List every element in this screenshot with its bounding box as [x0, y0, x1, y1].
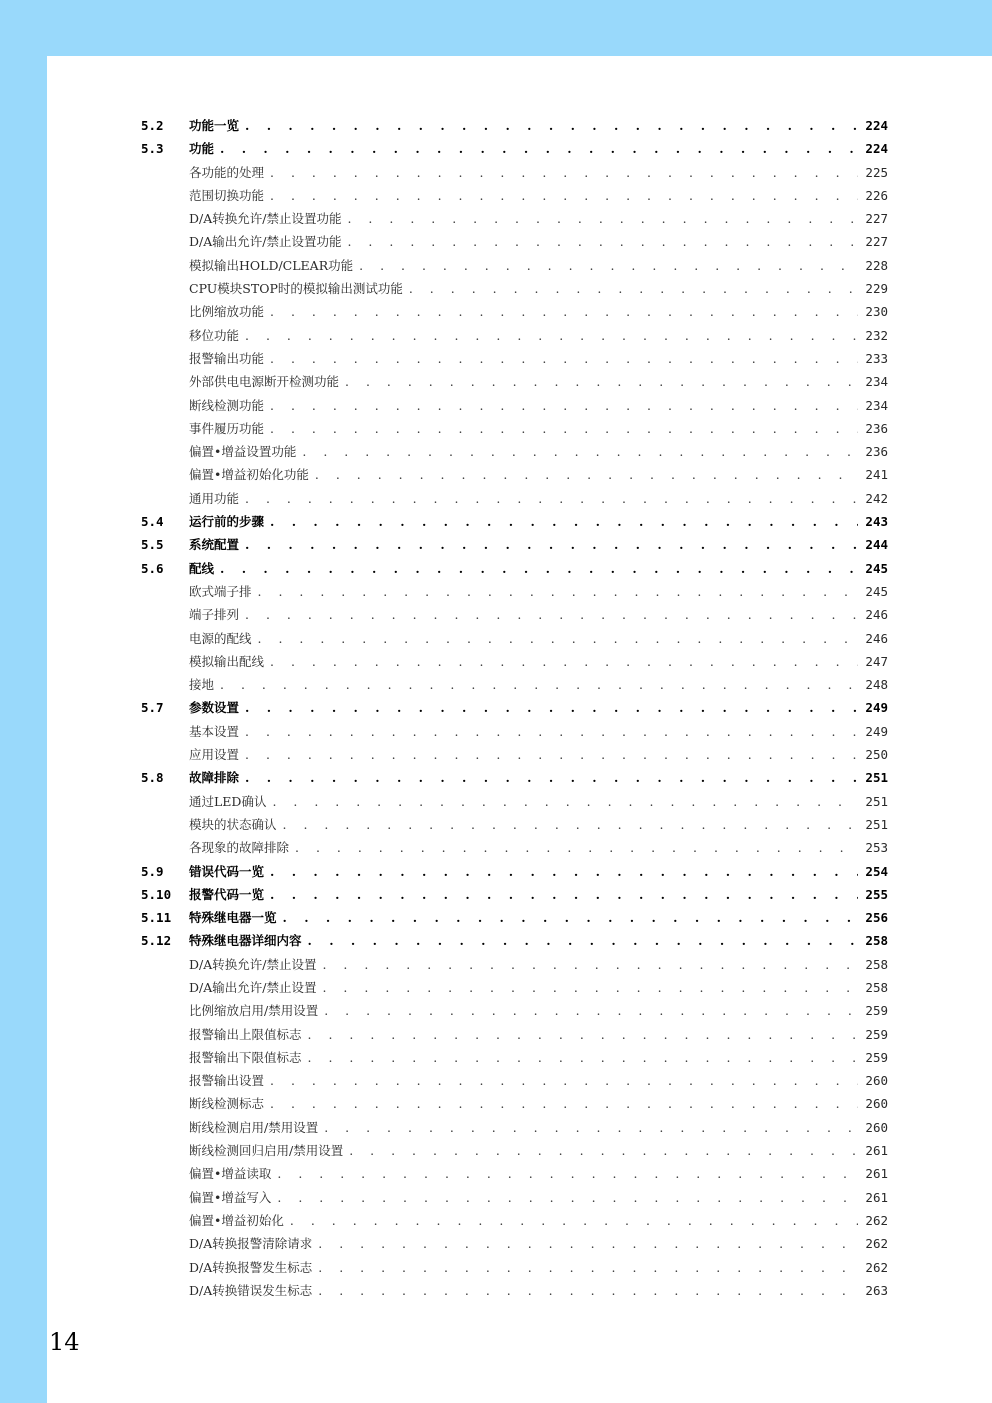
- toc-page-number: 234: [865, 374, 888, 390]
- dot-leader: [220, 673, 858, 696]
- toc-title: 错误代码一览: [189, 863, 265, 879]
- toc-subentry[interactable]: [141, 743, 888, 766]
- toc-line: [189, 324, 888, 347]
- toc-line: [189, 1092, 888, 1115]
- toc-subentry[interactable]: [141, 394, 888, 417]
- toc-section-number: 5.6: [141, 560, 164, 576]
- toc-title: 报警输出功能: [189, 350, 265, 366]
- toc-page-number: 241: [865, 467, 888, 483]
- toc-title: 报警代码一览: [189, 886, 265, 902]
- toc-line: [189, 1256, 888, 1279]
- toc-page-number: 246: [865, 630, 888, 646]
- toc-title: D/A转换报警发生标志: [189, 1259, 313, 1275]
- toc-page-number: 251: [865, 816, 888, 832]
- toc-page-number: 226: [865, 187, 888, 203]
- toc-page-number: 250: [865, 747, 888, 763]
- toc-section-number: 5.10: [141, 886, 172, 902]
- toc-subentry[interactable]: [141, 627, 888, 650]
- toc-page-number: 262: [865, 1212, 888, 1228]
- toc-subentry[interactable]: [141, 300, 888, 323]
- toc-title: 报警输出下限值标志: [189, 1049, 302, 1065]
- dot-leader: [245, 533, 858, 556]
- toc-title: 各功能的处理: [189, 164, 265, 180]
- toc-line: [189, 510, 888, 533]
- toc-subentry[interactable]: [141, 1186, 888, 1209]
- dot-leader: [270, 417, 858, 440]
- toc-section-entry[interactable]: [141, 860, 888, 883]
- toc-page-number: 233: [865, 350, 888, 366]
- dot-leader: [258, 627, 858, 650]
- toc-line: [189, 137, 888, 160]
- toc-title: 断线检测标志: [189, 1096, 265, 1112]
- toc-section-entry[interactable]: [141, 137, 888, 160]
- toc-section-entry[interactable]: [141, 929, 888, 952]
- dot-leader: [270, 300, 858, 323]
- toc-title: 功能: [189, 141, 215, 157]
- toc-line: [189, 417, 888, 440]
- toc-subentry[interactable]: [141, 184, 888, 207]
- toc-title: D/A输出允许/禁止设置功能: [189, 234, 342, 250]
- toc-section-number: 5.5: [141, 537, 164, 553]
- toc-subentry[interactable]: [141, 1279, 888, 1302]
- dot-leader: [270, 1069, 858, 1092]
- toc-line: [189, 976, 888, 999]
- toc-subentry[interactable]: [141, 1092, 888, 1115]
- dot-leader: [270, 1092, 858, 1115]
- toc-section-entry[interactable]: [141, 557, 888, 580]
- dot-leader: [324, 999, 858, 1022]
- toc-page-number: 258: [865, 956, 888, 972]
- dot-leader: [220, 137, 858, 160]
- toc-title: 比例缩放功能: [189, 304, 265, 320]
- toc-title: 参数设置: [189, 700, 240, 716]
- toc-page-number: 261: [865, 1166, 888, 1182]
- toc-line: [189, 650, 888, 673]
- toc-title: 偏置•增益初始化功能: [189, 467, 309, 483]
- toc-title: 模拟输出HOLD/CLEAR功能: [189, 257, 354, 273]
- toc-section-entry[interactable]: [141, 114, 888, 137]
- toc-subentry[interactable]: [141, 650, 888, 673]
- dot-leader: [283, 906, 858, 929]
- toc-page-number: 227: [865, 234, 888, 250]
- toc-title: 系统配置: [189, 537, 240, 553]
- toc-page-number: 256: [865, 910, 888, 926]
- toc-line: [189, 370, 888, 393]
- toc-page-number: 254: [865, 863, 888, 879]
- toc-subentry[interactable]: [141, 161, 888, 184]
- toc-line: [189, 953, 888, 976]
- toc-title: 运行前的步骤: [189, 514, 265, 530]
- dot-leader: [270, 184, 858, 207]
- toc-title: 端子排列: [189, 607, 240, 623]
- dot-leader: [318, 1256, 858, 1279]
- toc-title: D/A转换报警清除请求: [189, 1236, 313, 1252]
- toc-subentry[interactable]: [141, 1023, 888, 1046]
- toc-subentry[interactable]: [141, 207, 888, 230]
- dot-leader: [258, 580, 858, 603]
- dot-leader: [295, 836, 858, 859]
- toc-page-number: 260: [865, 1073, 888, 1089]
- toc-line: [189, 277, 888, 300]
- toc-title: 偏置•增益设置功能: [189, 444, 297, 460]
- dot-leader: [245, 114, 858, 137]
- toc-page-number: 245: [865, 560, 888, 576]
- toc-line: [189, 1279, 888, 1302]
- toc-page-number: 225: [865, 164, 888, 180]
- toc-subentry[interactable]: [141, 1232, 888, 1255]
- toc-line: [189, 463, 888, 486]
- toc-page-number: 236: [865, 444, 888, 460]
- toc-page-number: 262: [865, 1259, 888, 1275]
- toc-line: [189, 743, 888, 766]
- toc-page-number: 228: [865, 257, 888, 273]
- toc-line: [189, 440, 888, 463]
- dot-leader: [245, 720, 858, 743]
- toc-page-number: 263: [865, 1282, 888, 1298]
- dot-leader: [318, 1279, 858, 1302]
- dot-leader: [347, 230, 858, 253]
- dot-leader: [315, 463, 858, 486]
- dot-leader: [308, 1046, 858, 1069]
- toc-line: [189, 580, 888, 603]
- toc-subentry[interactable]: [141, 463, 888, 486]
- toc-page-number: 232: [865, 327, 888, 343]
- toc-subentry[interactable]: [141, 440, 888, 463]
- toc-page-number: 242: [865, 490, 888, 506]
- toc-subentry[interactable]: [141, 417, 888, 440]
- toc-line: [189, 720, 888, 743]
- toc-line: [189, 766, 888, 789]
- toc-page-number: 260: [865, 1119, 888, 1135]
- toc-section-entry[interactable]: [141, 696, 888, 719]
- toc-page-number: 249: [865, 723, 888, 739]
- dot-leader: [308, 929, 858, 952]
- dot-leader: [270, 510, 858, 533]
- toc-line: [189, 533, 888, 556]
- dot-leader: [270, 394, 858, 417]
- toc-line: [189, 557, 888, 580]
- dot-leader: [245, 766, 858, 789]
- toc-page-number: 258: [865, 933, 888, 949]
- toc-subentry[interactable]: [141, 580, 888, 603]
- toc-title: CPU模块STOP时的模拟输出测试功能: [189, 281, 403, 297]
- toc-line: [189, 906, 888, 929]
- toc-title: 电源的配线: [189, 630, 252, 646]
- dot-leader: [345, 370, 858, 393]
- dot-leader: [347, 207, 858, 230]
- toc-title: 断线检测启用/禁用设置: [189, 1119, 319, 1135]
- dot-leader: [270, 650, 858, 673]
- toc-section-entry[interactable]: [141, 883, 888, 906]
- toc-page-number: 245: [865, 583, 888, 599]
- toc-page-number: 248: [865, 677, 888, 693]
- toc-title: D/A转换错误发生标志: [189, 1282, 313, 1298]
- toc-subentry[interactable]: [141, 1046, 888, 1069]
- toc-section-number: 5.11: [141, 910, 172, 926]
- toc-page-number: 234: [865, 397, 888, 413]
- toc-page-number: 224: [865, 141, 888, 157]
- toc-line: [189, 184, 888, 207]
- toc-title: D/A转换允许/禁止设置: [189, 956, 317, 972]
- toc-subentry[interactable]: [141, 813, 888, 836]
- dot-leader: [277, 1186, 858, 1209]
- toc-page-number: 258: [865, 979, 888, 995]
- toc-subentry[interactable]: [141, 999, 888, 1022]
- toc-page-number: 259: [865, 1026, 888, 1042]
- toc-section-number: 5.2: [141, 118, 164, 133]
- toc-section-entry[interactable]: [141, 510, 888, 533]
- toc-subentry[interactable]: [141, 720, 888, 743]
- toc-section-entry[interactable]: [141, 906, 888, 929]
- dot-leader: [245, 603, 858, 626]
- toc-title: 模块的状态确认: [189, 816, 277, 832]
- toc-page-number: 253: [865, 840, 888, 856]
- toc-subentry[interactable]: [141, 370, 888, 393]
- toc-title: 比例缩放启用/禁用设置: [189, 1003, 319, 1019]
- dot-leader: [245, 324, 858, 347]
- toc-line: [189, 207, 888, 230]
- toc-title: 断线检测功能: [189, 397, 265, 413]
- toc-section-number: 5.12: [141, 933, 172, 949]
- toc-line: [189, 1046, 888, 1069]
- toc-line: [189, 1023, 888, 1046]
- toc-line: [189, 883, 888, 906]
- toc-section-number: 5.3: [141, 141, 164, 157]
- toc-line: [189, 161, 888, 184]
- toc-title: D/A输出允许/禁止设置: [189, 979, 317, 995]
- toc-title: 报警输出设置: [189, 1073, 265, 1089]
- toc-title: 偏置•增益初始化: [189, 1212, 284, 1228]
- table-of-contents: [141, 114, 888, 1302]
- dot-leader: [318, 1232, 858, 1255]
- toc-line: [189, 1162, 888, 1185]
- toc-section-number: 5.9: [141, 863, 164, 879]
- toc-section-entry[interactable]: [141, 533, 888, 556]
- side-band: [0, 0, 47, 1403]
- dot-leader: [245, 487, 858, 510]
- toc-subentry[interactable]: [141, 1256, 888, 1279]
- toc-line: [189, 254, 888, 277]
- toc-title: 事件履历功能: [189, 420, 265, 436]
- toc-subentry[interactable]: [141, 603, 888, 626]
- toc-title: 报警输出上限值标志: [189, 1026, 302, 1042]
- dot-leader: [245, 743, 858, 766]
- toc-subentry[interactable]: [141, 1139, 888, 1162]
- toc-title: 各现象的故障排除: [189, 840, 290, 856]
- toc-line: [189, 627, 888, 650]
- toc-page-number: 247: [865, 653, 888, 669]
- toc-page-number: 251: [865, 770, 888, 786]
- toc-line: [189, 1139, 888, 1162]
- toc-line: [189, 836, 888, 859]
- toc-line: [189, 1116, 888, 1139]
- dot-leader: [220, 557, 858, 580]
- dot-leader: [349, 1139, 858, 1162]
- toc-subentry[interactable]: [141, 1162, 888, 1185]
- toc-line: [189, 1232, 888, 1255]
- toc-line: [189, 673, 888, 696]
- toc-line: [189, 230, 888, 253]
- toc-line: [189, 929, 888, 952]
- toc-section-entry[interactable]: [141, 766, 888, 789]
- toc-subentry[interactable]: [141, 487, 888, 510]
- toc-line: [189, 1186, 888, 1209]
- toc-subentry[interactable]: [141, 1209, 888, 1232]
- toc-page-number: 259: [865, 1003, 888, 1019]
- toc-line: [189, 1209, 888, 1232]
- page-number: 14: [49, 1328, 80, 1356]
- toc-page-number: 261: [865, 1189, 888, 1205]
- toc-page-number: 243: [865, 514, 888, 530]
- toc-line: [189, 696, 888, 719]
- toc-line: [189, 860, 888, 883]
- dot-leader: [270, 347, 858, 370]
- toc-line: [189, 300, 888, 323]
- dot-leader: [270, 860, 858, 883]
- toc-line: [189, 347, 888, 370]
- toc-title: 故障排除: [189, 770, 240, 786]
- dot-leader: [270, 161, 858, 184]
- toc-title: 功能一览: [189, 118, 240, 133]
- toc-subentry[interactable]: [141, 347, 888, 370]
- toc-title: 偏置•增益写入: [189, 1189, 272, 1205]
- toc-subentry[interactable]: [141, 277, 888, 300]
- toc-line: [189, 394, 888, 417]
- toc-line: [189, 603, 888, 626]
- toc-line: [189, 1069, 888, 1092]
- dot-leader: [409, 277, 858, 300]
- dot-leader: [245, 696, 858, 719]
- toc-page-number: 224: [865, 118, 888, 133]
- header-band: [0, 0, 992, 56]
- toc-page-number: 249: [865, 700, 888, 716]
- toc-subentry[interactable]: [141, 836, 888, 859]
- toc-title: 接地: [189, 677, 215, 693]
- toc-page-number: 255: [865, 886, 888, 902]
- toc-page-number: 259: [865, 1049, 888, 1065]
- toc-title: 偏置•增益读取: [189, 1166, 272, 1182]
- toc-line: [189, 114, 888, 137]
- toc-subentry[interactable]: [141, 324, 888, 347]
- toc-page-number: 244: [865, 537, 888, 553]
- toc-section-number: 5.8: [141, 770, 164, 786]
- dot-leader: [322, 976, 858, 999]
- dot-leader: [359, 254, 858, 277]
- toc-subentry[interactable]: [141, 230, 888, 253]
- toc-subentry[interactable]: [141, 1116, 888, 1139]
- toc-title: 特殊继电器详细内容: [189, 933, 302, 949]
- toc-title: 断线检测回归启用/禁用设置: [189, 1143, 344, 1159]
- toc-title: 通用功能: [189, 490, 240, 506]
- toc-title: 配线: [189, 560, 215, 576]
- toc-title: 特殊继电器一览: [189, 910, 277, 926]
- toc-title: D/A转换允许/禁止设置功能: [189, 211, 342, 227]
- toc-title: 范围切换功能: [189, 187, 265, 203]
- toc-line: [189, 487, 888, 510]
- toc-title: 通过LED确认: [189, 793, 267, 809]
- toc-title: 应用设置: [189, 747, 240, 763]
- dot-leader: [270, 883, 858, 906]
- dot-leader: [283, 813, 858, 836]
- dot-leader: [272, 790, 858, 813]
- dot-leader: [302, 440, 858, 463]
- toc-title: 外部供电电源断开检测功能: [189, 374, 340, 390]
- toc-section-number: 5.7: [141, 700, 164, 716]
- toc-page-number: 229: [865, 281, 888, 297]
- toc-subentry[interactable]: [141, 1069, 888, 1092]
- toc-page-number: 227: [865, 211, 888, 227]
- toc-page-number: 251: [865, 793, 888, 809]
- toc-subentry[interactable]: [141, 673, 888, 696]
- toc-page-number: 236: [865, 420, 888, 436]
- toc-line: [189, 813, 888, 836]
- toc-subentry[interactable]: [141, 976, 888, 999]
- dot-leader: [308, 1023, 858, 1046]
- toc-page-number: 246: [865, 607, 888, 623]
- toc-subentry[interactable]: [141, 953, 888, 976]
- toc-subentry[interactable]: [141, 790, 888, 813]
- toc-subentry[interactable]: [141, 254, 888, 277]
- toc-line: [189, 790, 888, 813]
- dot-leader: [322, 953, 858, 976]
- toc-page-number: 262: [865, 1236, 888, 1252]
- toc-title: 基本设置: [189, 723, 240, 739]
- dot-leader: [277, 1162, 858, 1185]
- toc-page-number: 230: [865, 304, 888, 320]
- toc-title: 移位功能: [189, 327, 240, 343]
- toc-title: 欧式端子排: [189, 583, 252, 599]
- dot-leader: [290, 1209, 858, 1232]
- toc-section-number: 5.4: [141, 514, 164, 530]
- toc-page-number: 260: [865, 1096, 888, 1112]
- toc-page-number: 261: [865, 1143, 888, 1159]
- dot-leader: [324, 1116, 858, 1139]
- toc-title: 模拟输出配线: [189, 653, 265, 669]
- toc-line: [189, 999, 888, 1022]
